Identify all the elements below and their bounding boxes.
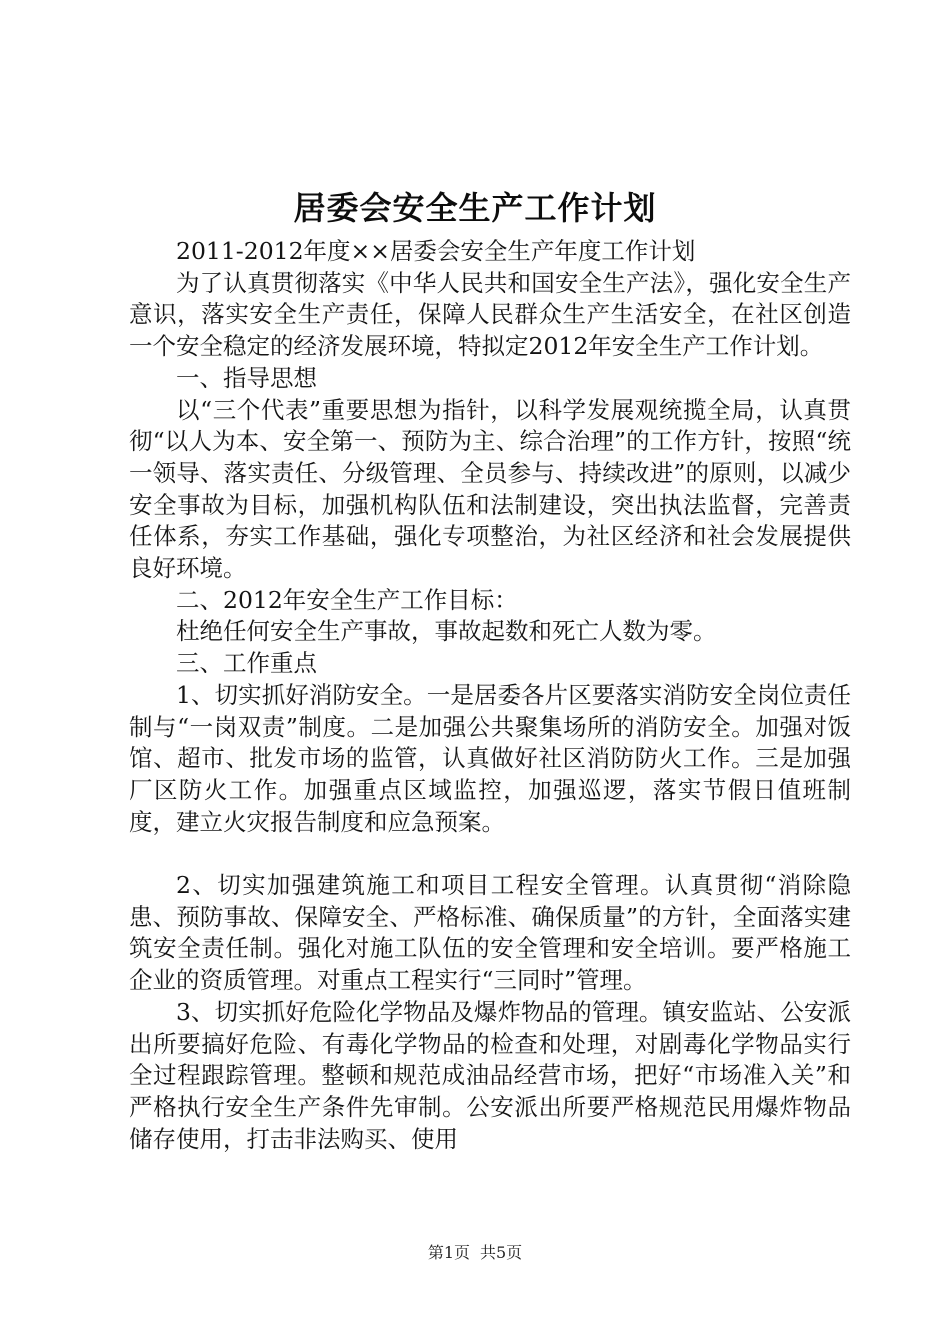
guiding-thought-paragraph: 以“三个代表”重要思想为指针，以科学发展观统揽全局，认真贯彻“以人为本、安全第一、预防为主、综合治理”的工作方针，按照“统一领导、落实责任、分级管理、全员参与、持续改进”的原则，以减少安全事故为目标，加强机构队伍和法制建设，突出执法监督，完善责任体系，夯实工作基础，强化专项整治，为社区经济和社会发展提供良好环境。 bbox=[129, 395, 851, 583]
key-work-item-1: 1、切实抓好消防安全。一是居委各片区要落实消防安全岗位责任制与“一岗双责”制度。二是加强公共聚集场所的消防安全。加强对饭馆、超市、批发市场的监管，认真做好社区消防防火工作。三是加强厂区防火工作。加强重点区域监控，加强巡逻，落实节假日值班制度，建立火灾报告制度和应急预案。 bbox=[129, 680, 851, 836]
section-heading-key-work: 三、工作重点 bbox=[176, 649, 317, 678]
document-title: 居委会安全生产工作计划 bbox=[293, 189, 657, 227]
section-heading-guiding-thought: 一、指导思想 bbox=[176, 363, 317, 392]
section-heading-goals: 二、2012年安全生产工作目标： bbox=[176, 585, 518, 614]
page-footer bbox=[0, 1243, 950, 1263]
key-work-item-3: 3、切实抓好危险化学物品及爆炸物品的管理。镇安监站、公安派出所要搞好危险、有毒化学物品的检查和处理，对剧毒化学物品实行全过程跟踪管理。整顿和规范成油品经营市场，把好“市场准入关”和严格执行安全生产条件先审制。公安派出所要严格规范民用爆炸物品储存使用，打击非法购买、使用 bbox=[129, 997, 851, 1153]
plan-subtitle: 2011-2012年度××居委会安全生产年度工作计划 bbox=[176, 237, 696, 265]
page-total: 共5页 bbox=[480, 1243, 523, 1262]
key-work-item-2: 2、切实加强建筑施工和项目工程安全管理。认真贯彻“消除隐患、预防事故、保障安全、严格标准、确保质量”的方针，全面落实建筑安全责任制。强化对施工队伍的安全管理和安全培训。要严格施工企业的资质管理。对重点工程实行“三同时”管理。 bbox=[129, 871, 851, 995]
page-number: 第1页 bbox=[427, 1243, 470, 1262]
goals-paragraph: 杜绝任何安全生产事故，事故起数和死亡人数为零。 bbox=[176, 617, 717, 646]
document-body bbox=[129, 236, 851, 1155]
intro-paragraph: 为了认真贯彻落实《中华人民共和国安全生产法》，强化安全生产意识，落实安全生产责任，保障人民群众生产生活安全，在社区创造一个安全稳定的经济发展环境，特拟定2012年安全生产工作计划。 bbox=[129, 268, 851, 361]
